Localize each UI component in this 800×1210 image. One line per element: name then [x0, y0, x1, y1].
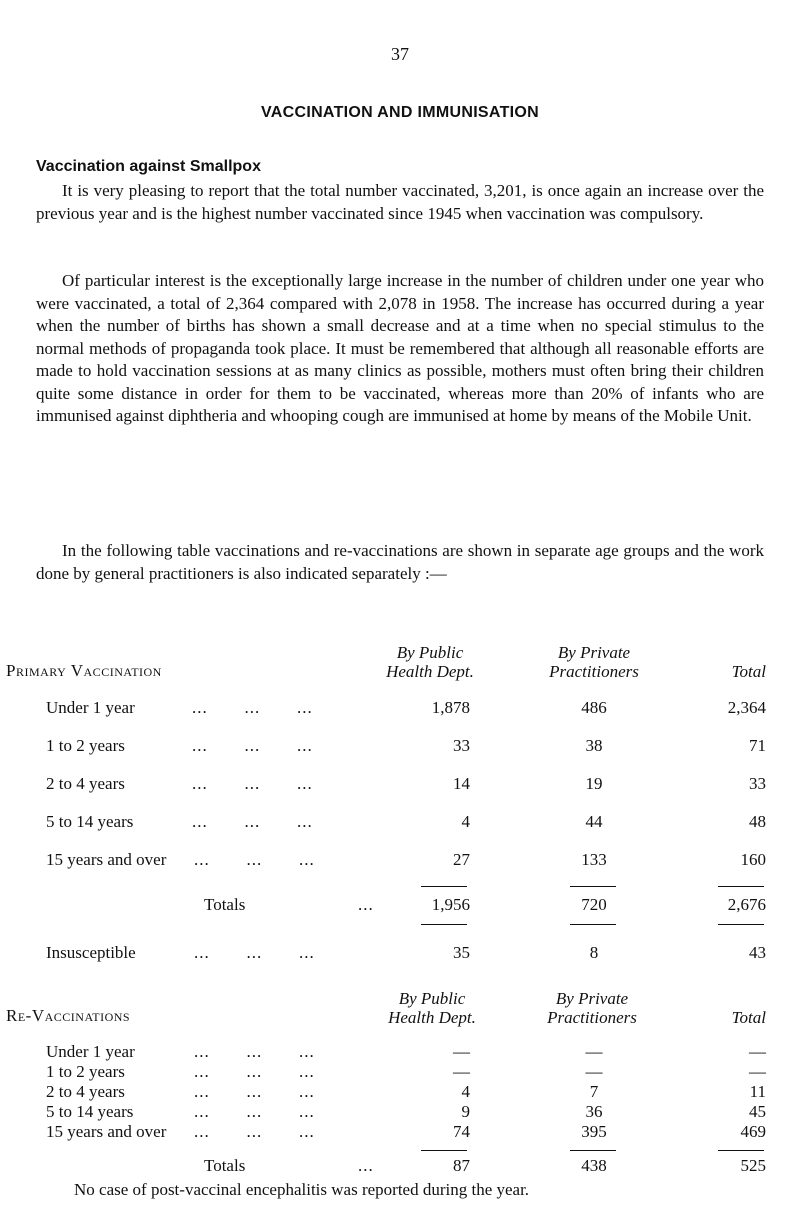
col-header-total: Total [731, 1008, 766, 1027]
paragraph-3: In the following table vaccinations and re-vaccinations are shown in separate age groups and the work done by general practitioners is also indicated separately :— [36, 541, 764, 583]
page-number: 37 [391, 44, 409, 64]
col-header-total: Total [731, 662, 766, 681]
rule [718, 1150, 764, 1151]
page-title: VACCINATION AND IMMUNISATION [260, 104, 539, 121]
rule [570, 1150, 616, 1151]
rule [570, 886, 616, 887]
section-heading: Vaccination against Smallpox [36, 158, 261, 175]
col-header-private: By Private Practitioners [547, 989, 637, 1027]
col-header-private: By Private Practitioners [549, 643, 639, 681]
primary-table-heading: Primary Vaccination [6, 661, 162, 680]
paragraph-1: It is very pleasing to report that the total number vaccinated, 3,201, is once again an increase over the previous year and is the highest number vaccinated since 1945 when vaccination was compulsory. [36, 181, 764, 223]
rule [718, 924, 764, 925]
rule [718, 886, 764, 887]
paragraph-2: Of particular interest is the exceptionally large increase in the number of children under one year who were vaccinated, a total of 2,364 compared with 2,078 in 1958. The increase has occurred during a year when the number of births has shown a small decrease and at a time when no special stimulus to the normal methods of propaganda took place. It must be remembered that although all reasonable efforts are made to hold vaccination sessions at as many clinics as possible, mothers must often bring their children quite some distance in order for them to be vaccinated, whereas more than 20% of infants who are immunised against diphtheria and whooping cough are immunised at home by means of the Mobile Unit. [36, 271, 764, 425]
rule [570, 924, 616, 925]
footer-note: No case of post-vaccinal encephalitis was reported during the year. [74, 1180, 530, 1199]
rule [421, 924, 467, 925]
rule [421, 1150, 467, 1151]
rule [421, 886, 467, 887]
col-header-public: By Public Health Dept. [386, 643, 474, 681]
col-header-public: By Public Health Dept. [388, 989, 476, 1027]
revacc-table-heading: Re-Vaccinations [6, 1006, 131, 1025]
